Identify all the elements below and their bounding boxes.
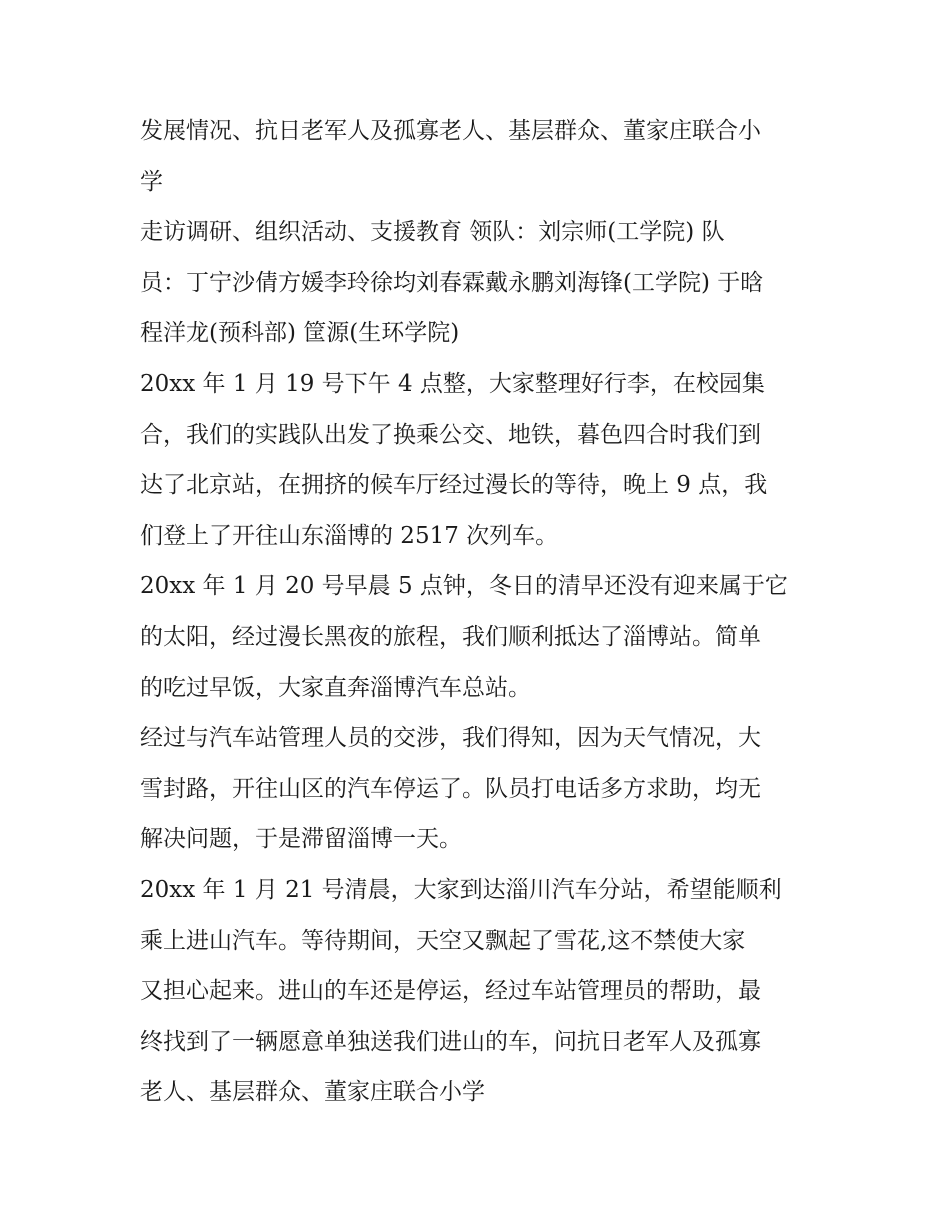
paragraph-1 bbox=[140, 106, 820, 207]
paragraph-6 bbox=[140, 865, 820, 1118]
paragraph-3 bbox=[140, 359, 820, 561]
paragraph-2 bbox=[140, 207, 820, 359]
text-line: 解决问题，于是滞留淄博一天。 bbox=[140, 826, 462, 853]
text-line: 20xx 年 1 月 20 号早晨 5 点钟，冬日的清早还没有迎来属于它 bbox=[140, 573, 788, 600]
text-line: 走访调研、组织活动、支援教育 领队：刘宗师(工学院) 队 bbox=[140, 219, 725, 246]
paragraph-5 bbox=[140, 713, 820, 865]
text-line: 20xx 年 1 月 21 号清晨，大家到达淄川汽车分站，希望能顺利 bbox=[140, 876, 782, 903]
text-line: 合，我们的实践队出发了换乘公交、地铁，暮色四合时我们到 bbox=[140, 421, 761, 448]
text-line: 的太阳，经过漫长黑夜的旅程，我们顺利抵达了淄博站。简单 bbox=[140, 623, 761, 650]
document-body bbox=[140, 106, 820, 1118]
text-line: 达了北京站，在拥挤的候车厅经过漫长的等待，晚上 9 点，我 bbox=[140, 472, 768, 499]
paragraph-4 bbox=[140, 561, 820, 713]
text-line: 程洋龙(预科部) 筐源(生环学院) bbox=[140, 320, 460, 347]
text-line: 乘上进山汽车。等待期间，天空又飘起了雪花,这不禁使大家 bbox=[140, 927, 746, 954]
text-line: 发展情况、抗日老军人及孤寡老人、基层群众、董家庄联合小 bbox=[140, 118, 761, 144]
text-line: 20xx 年 1 月 19 号下午 4 点整，大家整理好行李，在校园集 bbox=[140, 370, 765, 397]
text-line: 雪封路，开往山区的汽车停运了。队员打电话多方求助，均无 bbox=[140, 775, 761, 802]
text-line: 员：丁宁沙倩方媛李玲徐均刘春霖戴永鹏刘海锋(工学院) 于晗 bbox=[140, 269, 764, 296]
text-line: 的吃过早饭，大家直奔淄博汽车总站。 bbox=[140, 674, 531, 701]
text-line: 经过与汽车站管理人员的交涉，我们得知，因为天气情况，大 bbox=[140, 725, 761, 752]
text-line: 学 bbox=[140, 168, 163, 195]
text-line: 们登上了开往山东淄博的 2517 次列车。 bbox=[140, 522, 559, 549]
text-line: 终找到了一辆愿意单独送我们进山的车，问抗日老军人及孤寡 bbox=[140, 1028, 761, 1055]
text-line: 老人、基层群众、董家庄联合小学 bbox=[140, 1079, 485, 1106]
text-line: 又担心起来。进山的车还是停运，经过车站管理员的帮助，最 bbox=[140, 978, 761, 1005]
